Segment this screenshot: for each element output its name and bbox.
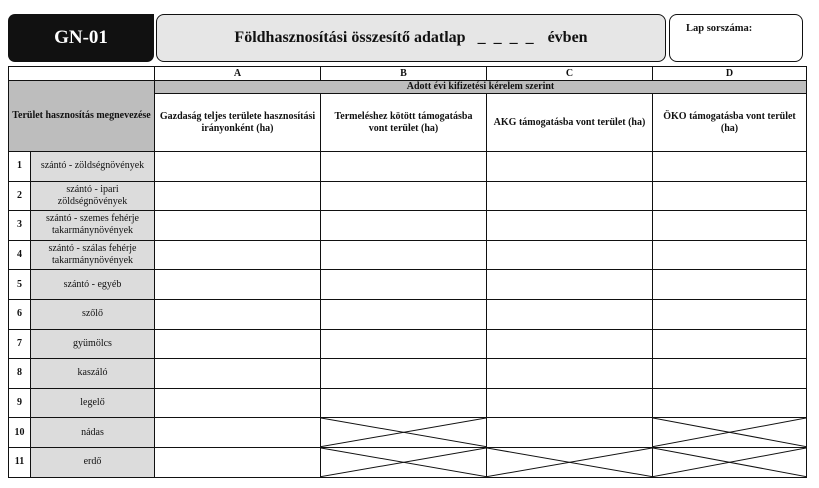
input-cell-d[interactable] bbox=[653, 359, 807, 389]
col-letter-d: D bbox=[653, 67, 807, 81]
row-label: szántó - zöldségnövények bbox=[31, 152, 155, 182]
input-cell-d[interactable] bbox=[653, 388, 807, 418]
table-row bbox=[9, 359, 807, 389]
input-cell-d[interactable] bbox=[653, 211, 807, 241]
input-cell-b[interactable] bbox=[321, 211, 487, 241]
row-label: szántó - egyéb bbox=[31, 270, 155, 300]
col-letter-a: A bbox=[155, 67, 321, 81]
input-cell-a[interactable] bbox=[155, 211, 321, 241]
input-cell-a[interactable] bbox=[155, 418, 321, 448]
sheet-number-label: Lap sorszáma: bbox=[686, 23, 753, 34]
row-label: szántó - ipari zöldségnövények bbox=[31, 181, 155, 211]
input-cell-c[interactable] bbox=[487, 211, 653, 241]
col-letter-c: C bbox=[487, 67, 653, 81]
table-row bbox=[9, 299, 807, 329]
input-cell-c[interactable] bbox=[487, 299, 653, 329]
row-number: 9 bbox=[9, 388, 31, 418]
sheet-number-box[interactable] bbox=[669, 14, 803, 62]
input-cell-d[interactable] bbox=[653, 152, 807, 182]
table-row bbox=[9, 211, 807, 241]
input-cell-a[interactable] bbox=[155, 329, 321, 359]
row-label: nádas bbox=[31, 418, 155, 448]
row-number: 2 bbox=[9, 181, 31, 211]
col-header-c: AKG támogatásba vont terület (ha) bbox=[487, 94, 653, 152]
input-cell-d[interactable] bbox=[653, 270, 807, 300]
col-header-a: Gazdaság teljes területe hasznosítási irányonként (ha) bbox=[155, 94, 321, 152]
row-number: 8 bbox=[9, 359, 31, 389]
row-number: 10 bbox=[9, 418, 31, 448]
input-cell-a[interactable] bbox=[155, 299, 321, 329]
input-cell-d[interactable] bbox=[653, 240, 807, 270]
row-label: kaszáló bbox=[31, 359, 155, 389]
col-header-d: ÖKO támogatásba vont terület (ha) bbox=[653, 94, 807, 152]
input-cell-b[interactable] bbox=[321, 359, 487, 389]
input-cell-b[interactable] bbox=[321, 299, 487, 329]
input-cell-c[interactable] bbox=[487, 181, 653, 211]
col-header-b: Termeléshez kötött támogatásba vont terület (ha) bbox=[321, 94, 487, 152]
cross-mark-icon bbox=[653, 448, 806, 477]
cross-mark-icon bbox=[321, 448, 486, 477]
row-number: 5 bbox=[9, 270, 31, 300]
form-code: GN-01 bbox=[8, 14, 154, 62]
input-cell-b[interactable] bbox=[321, 152, 487, 182]
table-row bbox=[9, 240, 807, 270]
row-label: legelő bbox=[31, 388, 155, 418]
table-row bbox=[9, 270, 807, 300]
input-cell-b[interactable] bbox=[321, 181, 487, 211]
input-cell-a[interactable] bbox=[155, 388, 321, 418]
row-number: 7 bbox=[9, 329, 31, 359]
row-number: 1 bbox=[9, 152, 31, 182]
row-number: 6 bbox=[9, 299, 31, 329]
input-cell-c[interactable] bbox=[487, 388, 653, 418]
input-cell-b[interactable] bbox=[321, 240, 487, 270]
input-cell-c[interactable] bbox=[487, 329, 653, 359]
table-row bbox=[9, 388, 807, 418]
input-cell-c[interactable] bbox=[487, 270, 653, 300]
year-blank[interactable]: _ _ _ _ bbox=[477, 29, 536, 46]
input-cell-c[interactable] bbox=[487, 240, 653, 270]
input-cell-a[interactable] bbox=[155, 447, 321, 477]
cross-mark-icon bbox=[321, 418, 486, 447]
input-cell-d[interactable] bbox=[653, 181, 807, 211]
form-title bbox=[156, 14, 666, 62]
table-row bbox=[9, 447, 807, 477]
crossed-out-cell bbox=[653, 418, 807, 448]
input-cell-b[interactable] bbox=[321, 388, 487, 418]
input-cell-c[interactable] bbox=[487, 152, 653, 182]
input-cell-a[interactable] bbox=[155, 181, 321, 211]
crossed-out-cell bbox=[653, 447, 807, 477]
row-label: erdő bbox=[31, 447, 155, 477]
crossed-out-cell bbox=[321, 447, 487, 477]
land-use-table bbox=[8, 66, 807, 478]
payment-request-subheader: Adott évi kifizetési kérelem szerint bbox=[155, 81, 807, 94]
table-row bbox=[9, 152, 807, 182]
input-cell-b[interactable] bbox=[321, 270, 487, 300]
input-cell-d[interactable] bbox=[653, 299, 807, 329]
cross-mark-icon bbox=[487, 448, 652, 477]
input-cell-b[interactable] bbox=[321, 329, 487, 359]
crossed-out-cell bbox=[487, 447, 653, 477]
title-text: Földhasznosítási összesítő adatlap bbox=[234, 29, 466, 46]
row-label: szántó - szemes fehérje takarmánynövények bbox=[31, 211, 155, 241]
row-header-title: Terület hasznosítás megnevezése bbox=[9, 81, 155, 152]
row-label: szőlő bbox=[31, 299, 155, 329]
input-cell-a[interactable] bbox=[155, 270, 321, 300]
input-cell-a[interactable] bbox=[155, 359, 321, 389]
input-cell-c[interactable] bbox=[487, 418, 653, 448]
row-number: 4 bbox=[9, 240, 31, 270]
table-row bbox=[9, 181, 807, 211]
input-cell-d[interactable] bbox=[653, 329, 807, 359]
row-number: 11 bbox=[9, 447, 31, 477]
cross-mark-icon bbox=[653, 418, 806, 447]
crossed-out-cell bbox=[321, 418, 487, 448]
row-number: 3 bbox=[9, 211, 31, 241]
col-letter-b: B bbox=[321, 67, 487, 81]
table-row bbox=[9, 329, 807, 359]
input-cell-a[interactable] bbox=[155, 152, 321, 182]
title-suffix: évben bbox=[547, 29, 588, 46]
row-label: gyümölcs bbox=[31, 329, 155, 359]
table-row bbox=[9, 418, 807, 448]
input-cell-a[interactable] bbox=[155, 240, 321, 270]
input-cell-c[interactable] bbox=[487, 359, 653, 389]
row-label: szántó - szálas fehérje takarmánynövények bbox=[31, 240, 155, 270]
corner-cell bbox=[9, 67, 155, 81]
